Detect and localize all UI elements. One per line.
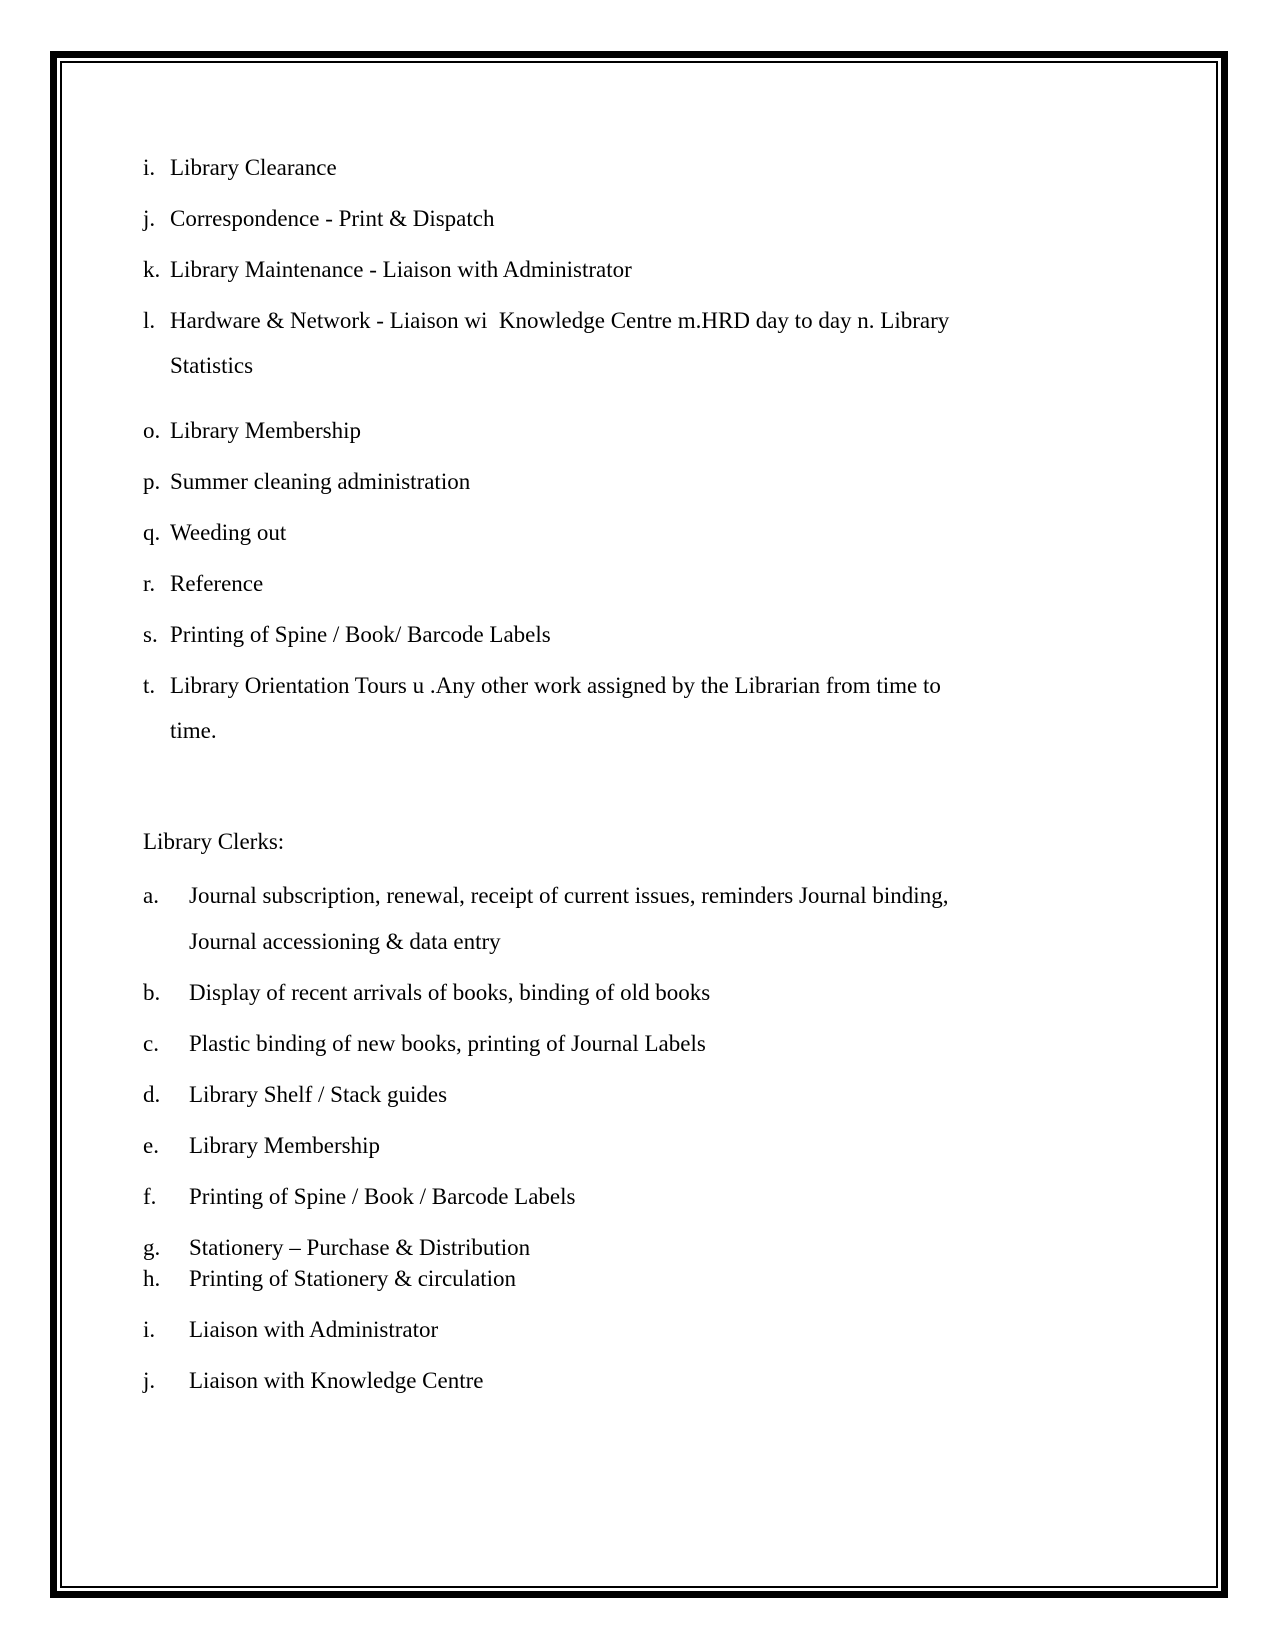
- list-item-text: Printing of Spine / Book/ Barcode Labels: [170, 622, 551, 647]
- list-item: [143, 1174, 1112, 1220]
- list-item-text: Journal subscription, renewal, receipt of current issues, reminders Journal binding, Journal accessioning & data entry: [189, 883, 949, 954]
- list-item-marker: k.: [143, 257, 161, 282]
- list-item: [143, 1123, 1112, 1169]
- list-item-marker: d.: [143, 1082, 161, 1107]
- list-item: [143, 612, 1112, 657]
- list-item: [143, 970, 1112, 1016]
- list-item-text: Library Membership: [189, 1133, 380, 1158]
- list-item-marker: e.: [143, 1133, 159, 1158]
- list-item-marker: g.: [143, 1235, 161, 1260]
- librarian-duties-list: [143, 145, 1112, 753]
- list-item: [143, 247, 1112, 292]
- clerks-duties-list: [143, 873, 1112, 1404]
- list-item-text: Reference: [170, 571, 264, 596]
- list-item-marker: f.: [143, 1184, 157, 1209]
- list-item-marker: p.: [143, 469, 161, 494]
- list-item-marker: t.: [143, 673, 156, 698]
- list-item-text: Liaison with Administrator: [189, 1317, 439, 1342]
- list-item: [143, 1256, 1112, 1302]
- list-item-text: Library Membership: [170, 418, 361, 443]
- list-item: [143, 663, 1112, 753]
- list-item-text: Library Orientation Tours u .Any other work assigned by the Librarian from time to time.: [170, 673, 941, 743]
- list-item: [143, 145, 1112, 190]
- list-item-marker: q.: [143, 520, 161, 545]
- list-item-text: Library Clearance: [170, 155, 337, 180]
- list-item-text: Library Shelf / Stack guides: [189, 1082, 448, 1107]
- list-item-text: Correspondence - Print & Dispatch: [170, 206, 495, 231]
- list-item-marker: j.: [143, 206, 156, 231]
- list-item-text: Weeding out: [170, 520, 287, 545]
- list-item: [143, 459, 1112, 504]
- list-item-marker: l.: [143, 308, 156, 333]
- list-item-marker: j.: [143, 1368, 156, 1393]
- list-item-marker: i.: [143, 155, 156, 180]
- list-item: [143, 1072, 1112, 1118]
- list-item: [143, 196, 1112, 241]
- list-item-text: Printing of Spine / Book / Barcode Labels: [189, 1184, 576, 1209]
- list-item: [143, 561, 1112, 606]
- list-item: [143, 1307, 1112, 1353]
- list-item-marker: h.: [143, 1266, 161, 1291]
- list-item-text: Display of recent arrivals of books, binding of old books: [189, 980, 711, 1005]
- list-item-text: Summer cleaning administration: [170, 469, 471, 494]
- list-item-text: Library Maintenance - Liaison with Administrator: [170, 257, 632, 282]
- list-item-marker: c.: [143, 1031, 159, 1056]
- list-item-marker: s.: [143, 622, 158, 647]
- list-item-text: Stationery – Purchase & Distribution: [189, 1235, 531, 1260]
- list-item-text: Hardware & Network - Liaison wi Knowledge Centre m.HRD day to day n. Library Statistics: [170, 308, 950, 378]
- list-item: [143, 408, 1112, 453]
- list-item-marker: a.: [143, 883, 159, 908]
- list-item: [143, 873, 1112, 965]
- list-item-marker: b.: [143, 980, 161, 1005]
- list-item-marker: o.: [143, 418, 161, 443]
- list-item-text: Liaison with Knowledge Centre: [189, 1368, 484, 1393]
- list-item-text: Printing of Stationery & circulation: [189, 1266, 517, 1291]
- clerks-section-heading: Library Clerks:: [143, 829, 285, 854]
- list-item-text: Plastic binding of new books, printing of Journal Labels: [189, 1031, 706, 1056]
- document-content: [63, 63, 1212, 1587]
- list-item-marker: i.: [143, 1317, 156, 1342]
- list-item: [143, 510, 1112, 555]
- list-item: [143, 1358, 1112, 1404]
- list-item-marker: r.: [143, 571, 156, 596]
- list-item: [143, 298, 1112, 388]
- list-item: [143, 1021, 1112, 1067]
